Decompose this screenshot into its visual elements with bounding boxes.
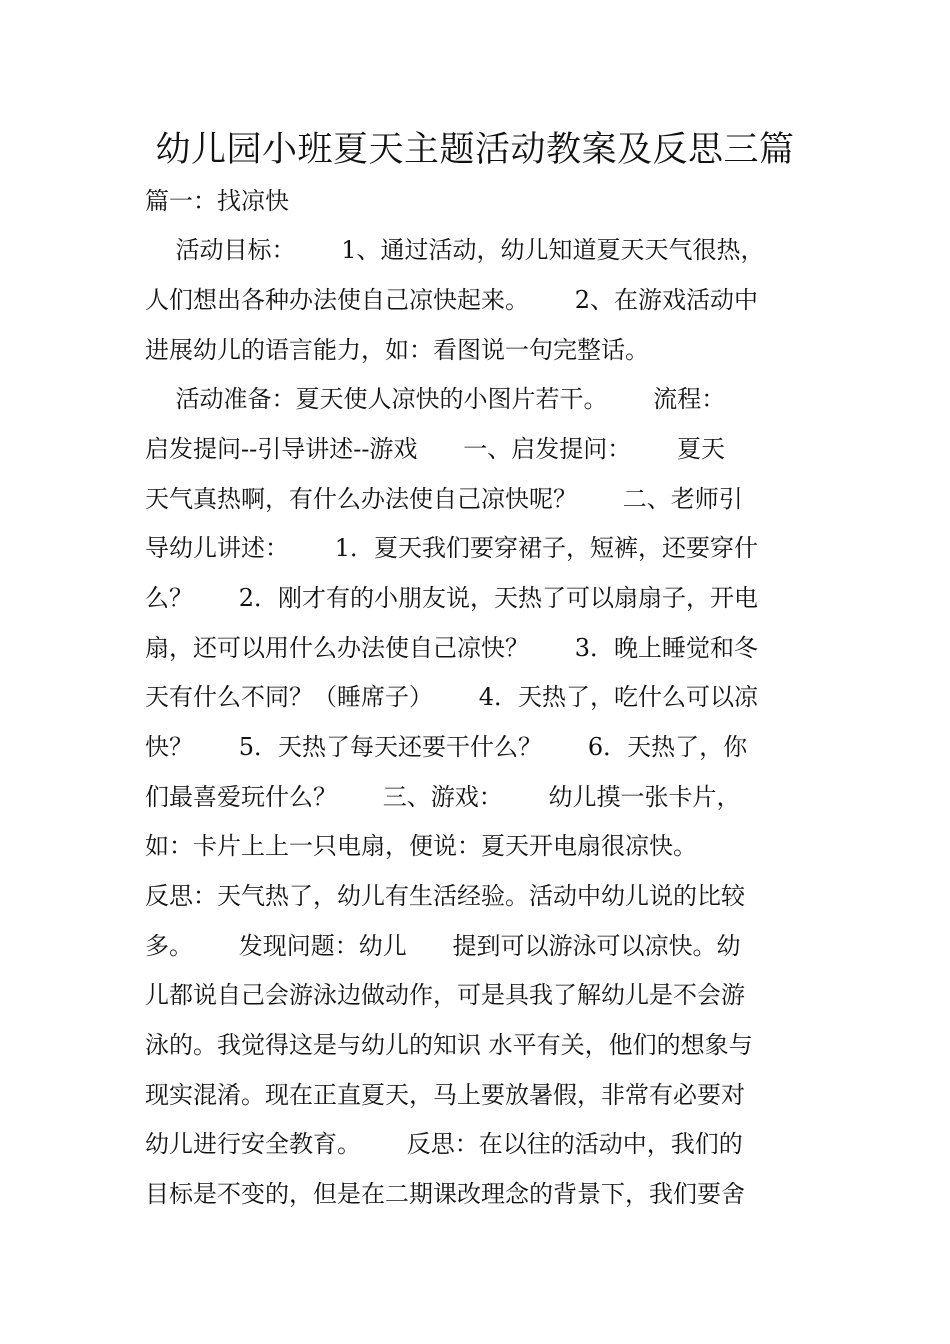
text-line: 人们想出各种办法使自己凉快起来。 2、在游戏活动中: [145, 286, 759, 314]
text-line: 篇一：找凉快: [145, 187, 289, 215]
text-line: 们最喜爱玩什么？ 三、游戏： 幼儿摸一张卡片，: [145, 783, 741, 811]
text-line: 快？ 5．天热了每天还要干什么？ 6．天热了，你: [145, 733, 748, 761]
text-line: 活动目标： 1、通过活动，幼儿知道夏天天气很热，: [145, 236, 765, 264]
text-line: 多。 发现问题：幼儿 提到可以游泳可以凉快。幼: [145, 932, 741, 960]
text-line: 天气真热啊，有什么办法使自己凉快呢？ 二、老师引: [145, 485, 743, 513]
text-line: 如：卡片上上一只电扇，便说：夏天开电扇很凉快。: [145, 832, 697, 860]
text-line: 进展幼儿的语言能力，如：看图说一句完整话。: [145, 336, 649, 364]
text-line: 活动准备：夏天使人凉快的小图片若干。 流程：: [145, 385, 726, 413]
text-line: 泳的。我觉得这是与幼儿的知识 水平有关，他们的想象与: [145, 1031, 753, 1059]
text-line: 天有什么不同？（睡席子） 4．天热了，吃什么可以凉: [145, 683, 759, 711]
text-line: 反思：天气热了，幼儿有生活经验。活动中幼儿说的比较: [145, 882, 745, 910]
text-line: 现实混淆。现在正直夏天，马上要放暑假，非常有必要对: [145, 1081, 745, 1109]
text-line: 导幼儿讲述： 1．夏天我们要穿裙子，短裤，还要穿什: [145, 534, 759, 562]
text-line: 儿都说自己会游泳边做动作，可是具我了解幼儿是不会游: [145, 981, 745, 1009]
text-line: 扇，还可以用什么办法使自己凉快？ 3．晚上睡觉和冬: [145, 634, 759, 662]
text-line: 幼儿进行安全教育。 反思：在以往的活动中，我们的: [145, 1130, 743, 1158]
text-line: 目标是不变的，但是在二期课改理念的背景下，我们要舍: [145, 1180, 745, 1208]
text-line: 启发提问--引导讲述--游戏 一、启发提问： 夏天: [145, 435, 725, 463]
document-title: 幼儿园小班夏天主题活动教案及反思三篇: [155, 130, 795, 170]
text-line: 么？ 2．刚才有的小朋友说，天热了可以扇扇子，开电: [145, 584, 759, 612]
